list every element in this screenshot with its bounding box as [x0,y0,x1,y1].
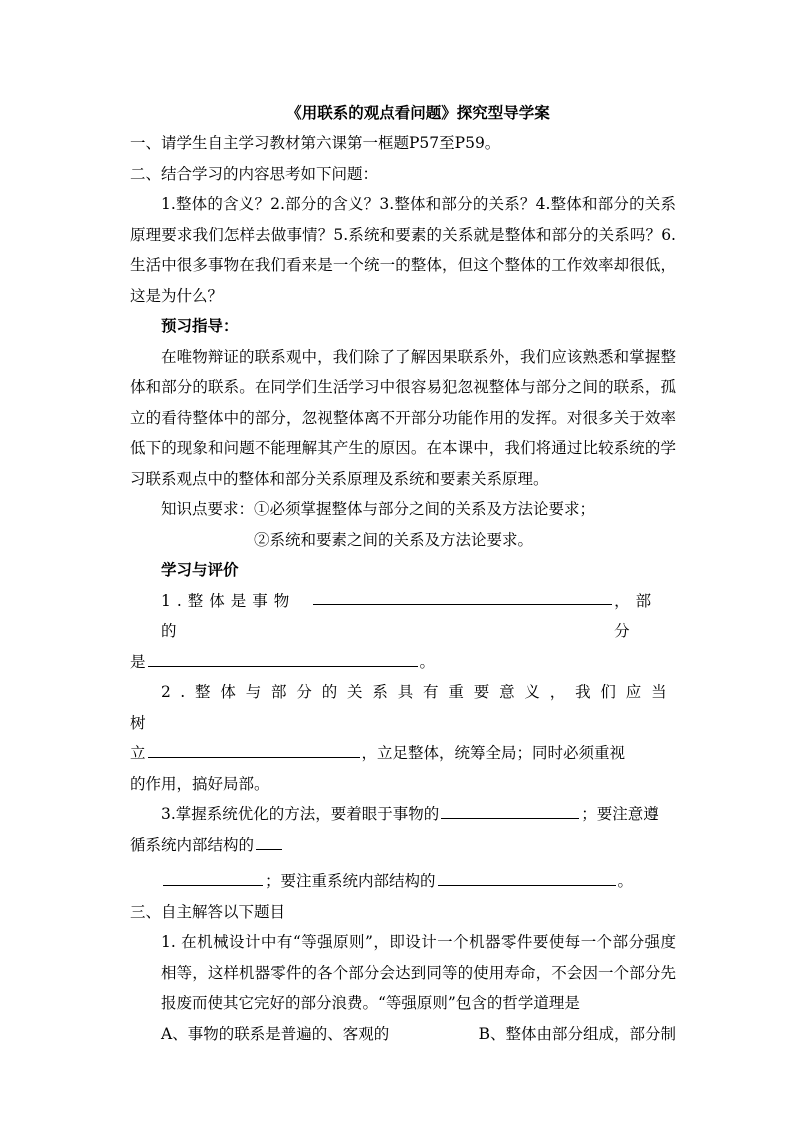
questions-paragraph: 1.整体的含义？2.部分的含义？3.整体和部分的关系？4.整体和部分的关系原理要求我们怎样去做事情？5.系统和要素的关系就是整体和部分的关系吗？6.生活中很多事物在我们看来是一个统一的整体，但这个整体的工作效率却很低，这是为什么？ [130,195,676,305]
item-3-blank-2[interactable] [256,831,282,850]
item-1-text-c: 是 [130,652,146,671]
item-2-line-3: 的作用，搞好局部。 [130,774,270,793]
item-3-text-c: 循系统内部结构的 [130,835,255,854]
item-2-blank-1[interactable] [148,739,360,758]
section-1: 一、请学生自主学习教材第六课第一框题P57至P59。 [130,134,501,152]
item-3-line-2 [130,830,676,861]
item-1-line-1 [130,586,676,647]
section-3: 三、自主解答以下题目 [130,902,286,921]
preview-paragraph: 在唯物辩证的联系观中，我们除了了解因果联系外，我们应该熟悉和掌握整体和部分的联系。在同学们生活学习中很容易犯忽视整体与部分之间的联系，孤立的看待整体中的部分，忽视整体离不开部分功能作用的发挥。对很多关于效率低下的现象和问题不能理解其产生的原因。在本课中，我们将通过比较系统的学习联系观点中的整体和部分关系原理及系统和要素关系原理。 [130,347,676,488]
preview-heading: 预习指导： [161,316,239,335]
item-3-blank-4[interactable] [438,867,616,886]
item-3-text-d: ；要注重系统内部结构的 [265,872,436,890]
question-1-text: 1. 在机械设计中有“等强原则”，即设计一个机器零件要使每一个部分强度相等，这样机器零件的各个部分会达到同等的使用寿命，不会因一个部分先报废而使其它完好的部分浪费。“等强原则”包含的哲学道理是 [161,933,676,1012]
item-1-text-d: 。 [419,652,436,671]
item-1-text-a: 1.整体是事物的 [161,591,296,640]
section-2: 二、结合学习的内容思考如下问题： [130,164,379,183]
knowledge-requirement-1: 知识点要求：①必须掌握整体与部分之间的关系及方法论要求； [161,500,596,518]
item-3-blank-1[interactable] [441,800,579,819]
item-3-line-3 [130,866,676,897]
item-2-line-1: 2.整体与部分的关系具有重要意义，我们应当树 [130,683,676,732]
item-3-text-e: 。 [617,872,634,890]
item-1-line-2 [130,647,676,678]
item-3-text-a: 3.掌握系统优化的方法，要着眼于事物的 [161,805,440,823]
item-3-blank-3[interactable] [163,867,263,886]
document-body [130,98,676,1049]
item-1-blank-2[interactable] [148,648,418,667]
question-1-options [130,1019,676,1050]
item-1-blank-1[interactable] [313,586,613,605]
item-3-line-1 [130,799,676,830]
item-2-line-2 [130,738,676,769]
question-1-option-b[interactable]: B、整体由部分组成，部分制 [478,1024,676,1043]
item-2-text-c: ，立足整体，统筹全局；同时必须重视 [361,744,626,762]
item-2-text-b: 立 [130,744,146,762]
item-1-text-b: ，部分 [614,591,658,640]
document-title: 《用联系的观点看问题》探究型导学案 [286,103,550,122]
study-heading: 学习与评价 [161,560,239,579]
item-3-text-b: ；要注意遵 [581,805,659,823]
question-1-option-a[interactable]: A、事物的联系是普遍的、客观的 [161,1024,390,1043]
knowledge-requirement-2: ②系统和要素之间的关系及方法论要求。 [254,530,534,549]
